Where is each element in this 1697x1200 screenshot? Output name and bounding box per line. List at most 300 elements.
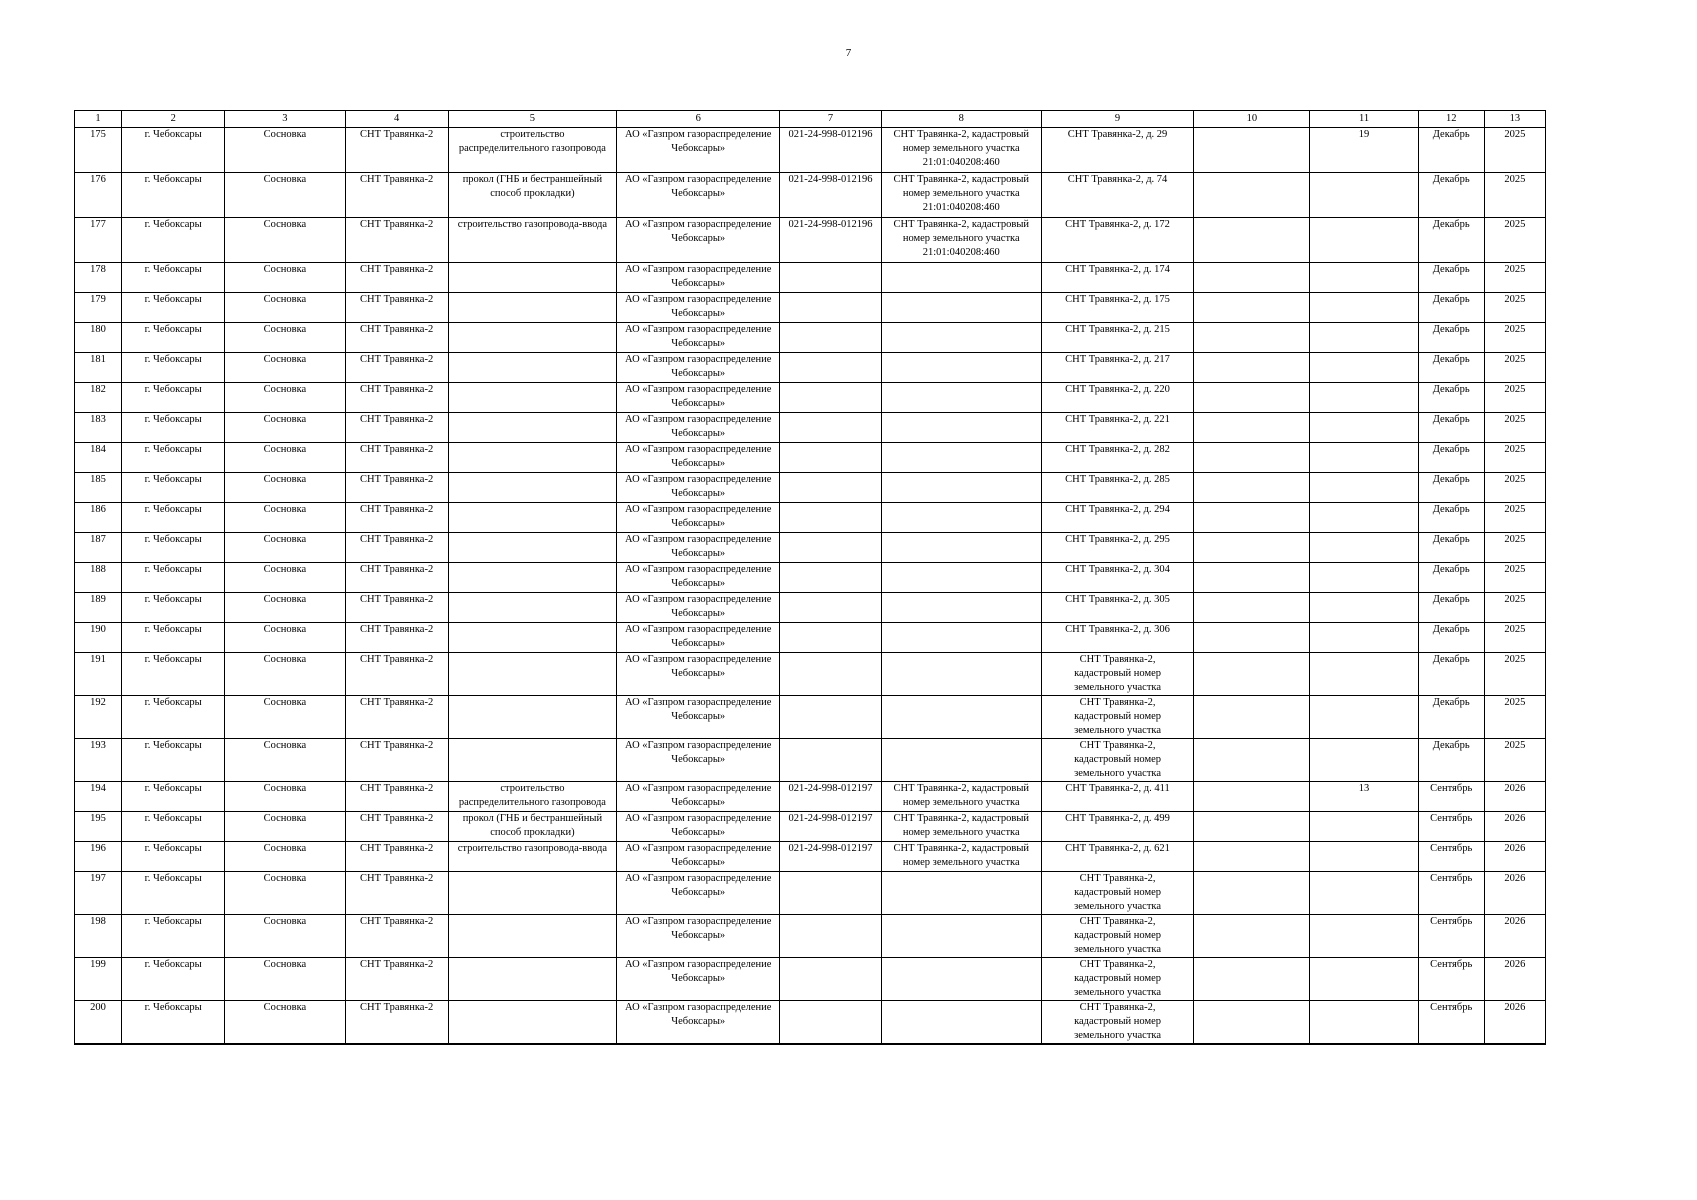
table-row: [75, 533, 1546, 563]
table-cell-col-1: 184: [75, 443, 122, 473]
table-cell-col-9: СНТ Травянка-2, кадастровый номер земельного участка: [1041, 696, 1193, 739]
table-cell-col-6: АО «Газпром газораспределение Чебоксары»: [617, 812, 780, 842]
table-row: [75, 563, 1546, 593]
table-cell-col-8: [881, 353, 1041, 383]
table-cell-col-4: СНТ Травянка-2: [345, 739, 448, 782]
table-cell-col-12: Сентябрь: [1418, 782, 1484, 812]
table-cell-col-13: 2025: [1484, 473, 1545, 503]
table-cell-col-2: г. Чебоксары: [122, 915, 225, 958]
table-row: [75, 383, 1546, 413]
table-row: [75, 1001, 1546, 1045]
table-cell-col-5: [448, 383, 616, 413]
table-cell-col-8: СНТ Травянка-2, кадастровый номер земельного участка: [881, 842, 1041, 872]
table-cell-col-3: Сосновка: [225, 503, 345, 533]
table-cell-col-2: г. Чебоксары: [122, 533, 225, 563]
table-cell-col-8: СНТ Травянка-2, кадастровый номер земельного участка 21:01:040208:460: [881, 128, 1041, 173]
table-cell-col-10: [1194, 1001, 1310, 1045]
table-cell-col-12: Декабрь: [1418, 353, 1484, 383]
table-cell-col-4: СНТ Травянка-2: [345, 915, 448, 958]
table-cell-col-11: [1310, 503, 1418, 533]
table-cell-col-3: Сосновка: [225, 872, 345, 915]
table-cell-col-8: [881, 739, 1041, 782]
table-cell-col-12: Декабрь: [1418, 473, 1484, 503]
table-cell-col-7: 021-24-998-012196: [780, 173, 881, 218]
table-cell-col-6: АО «Газпром газораспределение Чебоксары»: [617, 1001, 780, 1045]
table-cell-col-13: 2025: [1484, 128, 1545, 173]
table-row: [75, 443, 1546, 473]
table-cell-col-1: 200: [75, 1001, 122, 1045]
table-cell-col-9: СНТ Травянка-2, д. 215: [1041, 323, 1193, 353]
table-cell-col-2: г. Чебоксары: [122, 812, 225, 842]
table-cell-col-6: АО «Газпром газораспределение Чебоксары»: [617, 473, 780, 503]
table-cell-col-9: СНТ Травянка-2, д. 282: [1041, 443, 1193, 473]
table-cell-col-4: СНТ Травянка-2: [345, 128, 448, 173]
table-cell-col-13: 2026: [1484, 782, 1545, 812]
table-cell-col-11: [1310, 533, 1418, 563]
table-cell-col-6: АО «Газпром газораспределение Чебоксары»: [617, 383, 780, 413]
table-cell-col-11: [1310, 413, 1418, 443]
table-cell-col-5: прокол (ГНБ и бестраншейный способ прокладки): [448, 173, 616, 218]
table-cell-col-10: [1194, 533, 1310, 563]
table-cell-col-6: АО «Газпром газораспределение Чебоксары»: [617, 293, 780, 323]
table-cell-col-13: 2025: [1484, 653, 1545, 696]
table-cell-col-2: г. Чебоксары: [122, 218, 225, 263]
table-cell-col-8: [881, 593, 1041, 623]
table-cell-col-12: Декабрь: [1418, 383, 1484, 413]
table-cell-col-1: 190: [75, 623, 122, 653]
table-cell-col-8: [881, 872, 1041, 915]
table-cell-col-3: Сосновка: [225, 623, 345, 653]
table-cell-col-10: [1194, 842, 1310, 872]
table-cell-col-9: СНТ Травянка-2, кадастровый номер земельного участка: [1041, 915, 1193, 958]
table-cell-col-3: Сосновка: [225, 739, 345, 782]
table-cell-col-1: 193: [75, 739, 122, 782]
table-cell-col-2: г. Чебоксары: [122, 842, 225, 872]
table-cell-col-7: [780, 653, 881, 696]
table-cell-col-5: [448, 323, 616, 353]
table-cell-col-9: СНТ Травянка-2, д. 29: [1041, 128, 1193, 173]
table-cell-col-2: г. Чебоксары: [122, 872, 225, 915]
table-cell-col-5: [448, 915, 616, 958]
table-cell-col-2: г. Чебоксары: [122, 473, 225, 503]
table-row: [75, 739, 1546, 782]
table-cell-col-12: Декабрь: [1418, 623, 1484, 653]
table-cell-col-4: СНТ Травянка-2: [345, 623, 448, 653]
table-cell-col-4: СНТ Травянка-2: [345, 812, 448, 842]
table-cell-col-2: г. Чебоксары: [122, 413, 225, 443]
table-cell-col-9: СНТ Травянка-2, д. 174: [1041, 263, 1193, 293]
table-cell-col-13: 2025: [1484, 293, 1545, 323]
table-cell-col-6: АО «Газпром газораспределение Чебоксары»: [617, 696, 780, 739]
table-cell-col-11: [1310, 263, 1418, 293]
table-cell-col-5: [448, 696, 616, 739]
table-cell-col-1: 198: [75, 915, 122, 958]
table-cell-col-7: [780, 263, 881, 293]
table-cell-col-2: г. Чебоксары: [122, 383, 225, 413]
table-cell-col-11: [1310, 293, 1418, 323]
table-cell-col-10: [1194, 128, 1310, 173]
table-cell-col-9: СНТ Травянка-2, д. 285: [1041, 473, 1193, 503]
table-cell-col-12: Сентябрь: [1418, 1001, 1484, 1045]
table-row: [75, 958, 1546, 1001]
table-cell-col-12: Декабрь: [1418, 293, 1484, 323]
table-cell-col-2: г. Чебоксары: [122, 563, 225, 593]
table-cell-col-12: Декабрь: [1418, 696, 1484, 739]
table-cell-col-8: [881, 263, 1041, 293]
table-cell-col-11: [1310, 872, 1418, 915]
table-cell-col-10: [1194, 872, 1310, 915]
column-number-5: 5: [448, 111, 616, 128]
table-cell-col-10: [1194, 173, 1310, 218]
table-cell-col-4: СНТ Травянка-2: [345, 872, 448, 915]
table-cell-col-11: [1310, 958, 1418, 1001]
table-cell-col-10: [1194, 473, 1310, 503]
table-cell-col-9: СНТ Травянка-2, кадастровый номер земельного участка: [1041, 653, 1193, 696]
table-cell-col-11: [1310, 593, 1418, 623]
table-cell-col-9: СНТ Травянка-2, д. 294: [1041, 503, 1193, 533]
table-cell-col-1: 179: [75, 293, 122, 323]
table-cell-col-2: г. Чебоксары: [122, 443, 225, 473]
table-cell-col-9: СНТ Травянка-2, кадастровый номер земельного участка: [1041, 739, 1193, 782]
data-table: [74, 110, 1546, 1045]
table-cell-col-12: Декабрь: [1418, 413, 1484, 443]
table-cell-col-6: АО «Газпром газораспределение Чебоксары»: [617, 593, 780, 623]
table-cell-col-13: 2025: [1484, 563, 1545, 593]
table-cell-col-10: [1194, 958, 1310, 1001]
table-cell-col-4: СНТ Травянка-2: [345, 473, 448, 503]
table-cell-col-8: СНТ Травянка-2, кадастровый номер земельного участка: [881, 782, 1041, 812]
table-cell-col-3: Сосновка: [225, 696, 345, 739]
table-cell-col-1: 175: [75, 128, 122, 173]
table-cell-col-3: Сосновка: [225, 323, 345, 353]
table-row: [75, 473, 1546, 503]
table-cell-col-7: 021-24-998-012197: [780, 782, 881, 812]
table-cell-col-7: [780, 563, 881, 593]
table-cell-col-8: СНТ Травянка-2, кадастровый номер земельного участка 21:01:040208:460: [881, 218, 1041, 263]
table-cell-col-10: [1194, 739, 1310, 782]
table-row: [75, 593, 1546, 623]
table-row: [75, 503, 1546, 533]
table-cell-col-4: СНТ Травянка-2: [345, 383, 448, 413]
table-cell-col-11: [1310, 443, 1418, 473]
table-cell-col-5: строительство газопровода-ввода: [448, 218, 616, 263]
table-cell-col-10: [1194, 696, 1310, 739]
table-cell-col-11: [1310, 173, 1418, 218]
table-cell-col-9: СНТ Травянка-2, д. 306: [1041, 623, 1193, 653]
table-cell-col-1: 176: [75, 173, 122, 218]
table-cell-col-6: АО «Газпром газораспределение Чебоксары»: [617, 218, 780, 263]
table-row: [75, 653, 1546, 696]
table-cell-col-2: г. Чебоксары: [122, 353, 225, 383]
column-number-12: 12: [1418, 111, 1484, 128]
table-cell-col-12: Декабрь: [1418, 323, 1484, 353]
table-cell-col-4: СНТ Травянка-2: [345, 696, 448, 739]
table-cell-col-12: Сентябрь: [1418, 872, 1484, 915]
table-cell-col-7: [780, 293, 881, 323]
table-cell-col-5: [448, 263, 616, 293]
table-row: [75, 323, 1546, 353]
table-cell-col-8: [881, 503, 1041, 533]
table-cell-col-1: 186: [75, 503, 122, 533]
table-cell-col-3: Сосновка: [225, 413, 345, 443]
table-cell-col-2: г. Чебоксары: [122, 739, 225, 782]
table-row: [75, 696, 1546, 739]
table-cell-col-7: 021-24-998-012196: [780, 128, 881, 173]
table-cell-col-7: [780, 533, 881, 563]
table-cell-col-7: [780, 872, 881, 915]
table-cell-col-3: Сосновка: [225, 1001, 345, 1045]
table-cell-col-8: [881, 443, 1041, 473]
table-cell-col-7: [780, 353, 881, 383]
table-cell-col-13: 2025: [1484, 533, 1545, 563]
table-cell-col-5: [448, 473, 616, 503]
table-cell-col-12: Декабрь: [1418, 653, 1484, 696]
table-row: [75, 915, 1546, 958]
table-cell-col-5: строительство распределительного газопровода: [448, 782, 616, 812]
table-cell-col-6: АО «Газпром газораспределение Чебоксары»: [617, 413, 780, 443]
table-cell-col-6: АО «Газпром газораспределение Чебоксары»: [617, 503, 780, 533]
table-cell-col-13: 2025: [1484, 383, 1545, 413]
table-cell-col-5: строительство распределительного газопровода: [448, 128, 616, 173]
table-cell-col-3: Сосновка: [225, 173, 345, 218]
table-cell-col-4: СНТ Травянка-2: [345, 173, 448, 218]
table-cell-col-13: 2025: [1484, 593, 1545, 623]
table-cell-col-11: [1310, 563, 1418, 593]
table-cell-col-7: [780, 443, 881, 473]
column-number-row: [75, 111, 1546, 128]
table-cell-col-2: г. Чебоксары: [122, 958, 225, 1001]
table-cell-col-12: Сентябрь: [1418, 842, 1484, 872]
column-number-2: 2: [122, 111, 225, 128]
table-cell-col-3: Сосновка: [225, 842, 345, 872]
table-cell-col-7: [780, 623, 881, 653]
table-cell-col-5: [448, 593, 616, 623]
table-cell-col-7: [780, 739, 881, 782]
table-cell-col-7: 021-24-998-012196: [780, 218, 881, 263]
table-cell-col-2: г. Чебоксары: [122, 503, 225, 533]
table-cell-col-7: 021-24-998-012197: [780, 812, 881, 842]
table-cell-col-7: [780, 915, 881, 958]
table-cell-col-4: СНТ Травянка-2: [345, 323, 448, 353]
table-cell-col-13: 2026: [1484, 812, 1545, 842]
table-cell-col-11: [1310, 842, 1418, 872]
table-cell-col-1: 185: [75, 473, 122, 503]
table-cell-col-7: [780, 1001, 881, 1045]
table-cell-col-12: Сентябрь: [1418, 915, 1484, 958]
table-cell-col-7: [780, 593, 881, 623]
table-cell-col-10: [1194, 623, 1310, 653]
table-cell-col-13: 2025: [1484, 696, 1545, 739]
table-cell-col-4: СНТ Травянка-2: [345, 413, 448, 443]
table-cell-col-10: [1194, 218, 1310, 263]
table-cell-col-4: СНТ Травянка-2: [345, 218, 448, 263]
table-cell-col-12: Сентябрь: [1418, 812, 1484, 842]
table-cell-col-5: [448, 353, 616, 383]
table-cell-col-5: [448, 739, 616, 782]
table-cell-col-9: СНТ Травянка-2, д. 499: [1041, 812, 1193, 842]
column-number-3: 3: [225, 111, 345, 128]
table-cell-col-10: [1194, 443, 1310, 473]
table-cell-col-10: [1194, 323, 1310, 353]
table-cell-col-12: Декабрь: [1418, 263, 1484, 293]
table-cell-col-8: [881, 653, 1041, 696]
table-cell-col-11: 19: [1310, 128, 1418, 173]
table-cell-col-10: [1194, 782, 1310, 812]
table-cell-col-5: [448, 413, 616, 443]
table-cell-col-10: [1194, 503, 1310, 533]
table-cell-col-13: 2026: [1484, 915, 1545, 958]
table-row: [75, 812, 1546, 842]
table-cell-col-8: [881, 533, 1041, 563]
table-cell-col-9: СНТ Травянка-2, д. 411: [1041, 782, 1193, 812]
table-cell-col-10: [1194, 413, 1310, 443]
table-cell-col-6: АО «Газпром газораспределение Чебоксары»: [617, 563, 780, 593]
page-number: 7: [845, 47, 852, 59]
table-cell-col-9: СНТ Травянка-2, д. 74: [1041, 173, 1193, 218]
table-cell-col-13: 2026: [1484, 1001, 1545, 1045]
table-cell-col-10: [1194, 353, 1310, 383]
table-cell-col-7: [780, 413, 881, 443]
table-cell-col-1: 188: [75, 563, 122, 593]
table-cell-col-3: Сосновка: [225, 812, 345, 842]
table-row: [75, 413, 1546, 443]
table-row: [75, 842, 1546, 872]
table-cell-col-1: 191: [75, 653, 122, 696]
table-cell-col-3: Сосновка: [225, 473, 345, 503]
table-cell-col-2: г. Чебоксары: [122, 782, 225, 812]
table-cell-col-7: [780, 503, 881, 533]
table-row: [75, 173, 1546, 218]
table-cell-col-13: 2025: [1484, 323, 1545, 353]
table-cell-col-5: прокол (ГНБ и бестраншейный способ прокладки): [448, 812, 616, 842]
table-cell-col-8: [881, 413, 1041, 443]
table-cell-col-10: [1194, 915, 1310, 958]
table-cell-col-9: СНТ Травянка-2, д. 221: [1041, 413, 1193, 443]
table-cell-col-8: СНТ Травянка-2, кадастровый номер земельного участка: [881, 812, 1041, 842]
table-cell-col-1: 181: [75, 353, 122, 383]
column-number-8: 8: [881, 111, 1041, 128]
table-cell-col-7: [780, 958, 881, 1001]
table-cell-col-1: 192: [75, 696, 122, 739]
table-cell-col-2: г. Чебоксары: [122, 623, 225, 653]
table-cell-col-13: 2025: [1484, 413, 1545, 443]
table-cell-col-11: [1310, 1001, 1418, 1045]
table-cell-col-4: СНТ Травянка-2: [345, 782, 448, 812]
table-cell-col-13: 2025: [1484, 623, 1545, 653]
table-cell-col-4: СНТ Травянка-2: [345, 563, 448, 593]
table-cell-col-3: Сосновка: [225, 782, 345, 812]
table-cell-col-10: [1194, 563, 1310, 593]
table-cell-col-1: 178: [75, 263, 122, 293]
column-number-7: 7: [780, 111, 881, 128]
table-cell-col-9: СНТ Травянка-2, д. 172: [1041, 218, 1193, 263]
table-cell-col-12: Декабрь: [1418, 593, 1484, 623]
table-cell-col-13: 2025: [1484, 263, 1545, 293]
table-cell-col-4: СНТ Травянка-2: [345, 593, 448, 623]
table-cell-col-5: [448, 503, 616, 533]
table-cell-col-9: СНТ Травянка-2, д. 220: [1041, 383, 1193, 413]
table-cell-col-5: [448, 872, 616, 915]
table-cell-col-8: [881, 696, 1041, 739]
table-cell-col-6: АО «Газпром газораспределение Чебоксары»: [617, 533, 780, 563]
table-cell-col-4: СНТ Травянка-2: [345, 1001, 448, 1045]
table-cell-col-1: 187: [75, 533, 122, 563]
table-cell-col-6: АО «Газпром газораспределение Чебоксары»: [617, 653, 780, 696]
table-cell-col-6: АО «Газпром газораспределение Чебоксары»: [617, 623, 780, 653]
table-row: [75, 353, 1546, 383]
table-row: [75, 218, 1546, 263]
table-cell-col-5: [448, 443, 616, 473]
table-cell-col-1: 189: [75, 593, 122, 623]
column-number-6: 6: [617, 111, 780, 128]
table-cell-col-1: 199: [75, 958, 122, 1001]
table-cell-col-6: АО «Газпром газораспределение Чебоксары»: [617, 353, 780, 383]
table-cell-col-2: г. Чебоксары: [122, 173, 225, 218]
table-cell-col-5: [448, 563, 616, 593]
table-row: [75, 293, 1546, 323]
table-cell-col-10: [1194, 293, 1310, 323]
table-cell-col-1: 195: [75, 812, 122, 842]
table-cell-col-4: СНТ Травянка-2: [345, 293, 448, 323]
table-row: [75, 782, 1546, 812]
table-cell-col-2: г. Чебоксары: [122, 323, 225, 353]
table-cell-col-9: СНТ Травянка-2, д. 295: [1041, 533, 1193, 563]
table-cell-col-8: [881, 563, 1041, 593]
table-cell-col-13: 2025: [1484, 739, 1545, 782]
table-cell-col-11: [1310, 383, 1418, 413]
table-cell-col-2: г. Чебоксары: [122, 593, 225, 623]
table-cell-col-8: [881, 958, 1041, 1001]
table-cell-col-11: [1310, 353, 1418, 383]
table-cell-col-5: [448, 533, 616, 563]
column-number-10: 10: [1194, 111, 1310, 128]
table-cell-col-5: [448, 653, 616, 696]
table-cell-col-5: [448, 958, 616, 1001]
table-cell-col-8: [881, 293, 1041, 323]
table-cell-col-9: СНТ Травянка-2, д. 305: [1041, 593, 1193, 623]
table-cell-col-7: [780, 323, 881, 353]
table-cell-col-12: Декабрь: [1418, 218, 1484, 263]
table-cell-col-5: строительство газопровода-ввода: [448, 842, 616, 872]
table-cell-col-4: СНТ Травянка-2: [345, 533, 448, 563]
table-cell-col-13: 2026: [1484, 958, 1545, 1001]
table-cell-col-13: 2026: [1484, 872, 1545, 915]
table-cell-col-3: Сосновка: [225, 263, 345, 293]
table-cell-col-13: 2025: [1484, 353, 1545, 383]
table-cell-col-6: АО «Газпром газораспределение Чебоксары»: [617, 323, 780, 353]
table-cell-col-8: СНТ Травянка-2, кадастровый номер земельного участка 21:01:040208:460: [881, 173, 1041, 218]
table-row: [75, 263, 1546, 293]
table-cell-col-8: [881, 1001, 1041, 1045]
table-row: [75, 128, 1546, 173]
column-number-11: 11: [1310, 111, 1418, 128]
table-cell-col-10: [1194, 593, 1310, 623]
table-cell-col-3: Сосновка: [225, 383, 345, 413]
table-body: [75, 111, 1546, 1045]
table-cell-col-3: Сосновка: [225, 353, 345, 383]
table-cell-col-3: Сосновка: [225, 563, 345, 593]
table-cell-col-4: СНТ Травянка-2: [345, 958, 448, 1001]
table-cell-col-5: [448, 293, 616, 323]
table-cell-col-1: 194: [75, 782, 122, 812]
table-cell-col-4: СНТ Травянка-2: [345, 263, 448, 293]
table-cell-col-9: СНТ Травянка-2, кадастровый номер земельного участка: [1041, 958, 1193, 1001]
table-cell-col-11: [1310, 812, 1418, 842]
table-cell-col-4: СНТ Травянка-2: [345, 443, 448, 473]
table-cell-col-3: Сосновка: [225, 128, 345, 173]
table-cell-col-3: Сосновка: [225, 915, 345, 958]
table-cell-col-1: 196: [75, 842, 122, 872]
